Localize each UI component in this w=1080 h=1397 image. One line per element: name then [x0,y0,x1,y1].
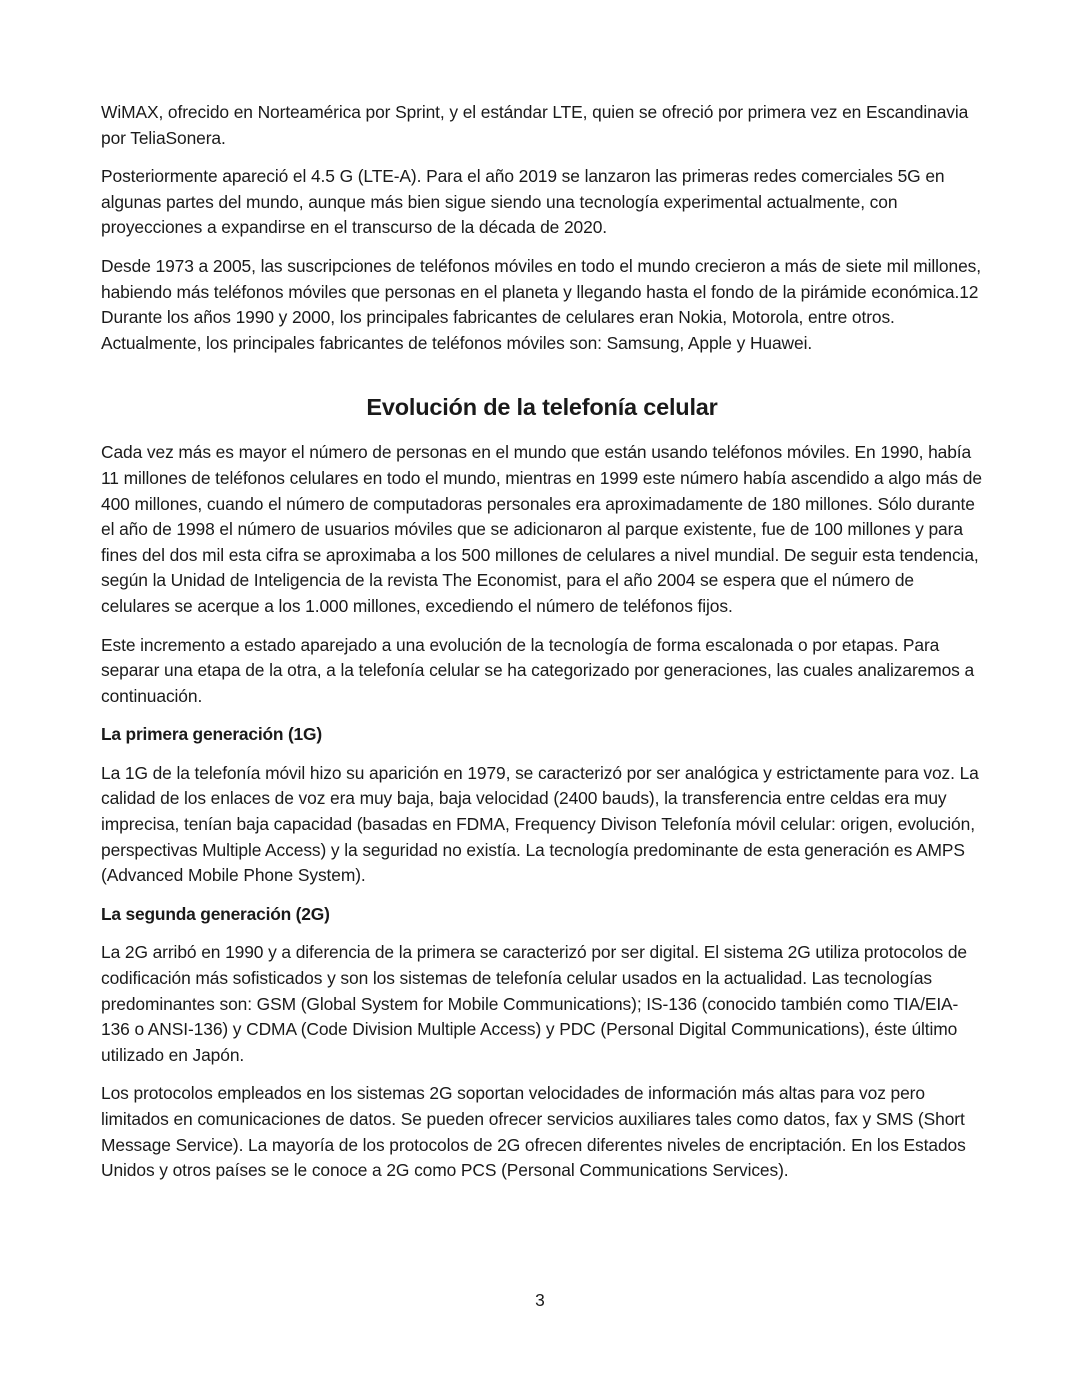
first-generation-paragraph: La 1G de la telefonía móvil hizo su aparición en 1979, se caracterizó por ser analógica y estrictamente para voz. La calidad de los enlaces de voz era muy baja, baja velocidad (2400 bauds), la transferencia entre celdas era muy imprecisa, tenían baja capacidad (basadas en FDMA, Frequency Divison Telefonía móvil celular: origen, evolución, perspectivas Multiple Access) y la seguridad no existía. La tecnología predominante de esta generación es AMPS (Advanced Mobile Phone System). [101,762,979,886]
page-number: 3 [535,1290,545,1310]
second-generation-heading: La segunda generación (2G) [101,903,330,924]
second-generation-paragraph-1: La 2G arribó en 1990 y a diferencia de la primera se caracterizó por ser digital. El sistema 2G utiliza protocolos de codificación más sofisticados y son los sistemas de telefonía celular usados en la actualidad. Las tecnologías predominantes son: GSM (Global System for Mobile Communications); IS-136 (conocido también como TIA/EIA-136 o ANSI-136) y CDMA (Code Division Multiple Access) y PDC (Personal Digital Communications), éste último utilizado en Japón. [101,942,968,1065]
section-paragraph-1: Cada vez más es mayor el número de personas en el mundo que están usando teléfonos móviles. En 1990, había 11 millones de teléfonos celulares en todo el mundo, mientras en 1999 este número había ascendido a algo más de 400 millones, cuando el número de computadoras personales era aproximadamente de 180 millones. Sólo durante el año de 1998 el número de usuarios móviles que se adicionaron al parque existente, fue de 100 millones y para fines del dos mil esta cifra se aproximaba a los 500 millones de celulares a nivel mundial. De seguir esta tendencia, según la Unidad de Inteligencia de la revista The Economist, para el año 2004 se espera que el número de celulares se acerque a los 1.000 millones, excediendo el número de teléfonos fijos. [101,442,982,616]
section-title: Evolución de la telefonía celular [366,394,718,421]
intro-paragraph-3: Desde 1973 a 2005, las suscripciones de teléfonos móviles en todo el mundo crecieron a más de siete mil millones, habiendo más teléfonos móviles que personas en el planeta y llegando hasta el fondo de la pirámide económica.12 Durante los años 1990 y 2000, los principales fabricantes de celulares eran Nokia, Motorola, entre otros. Actualmente, los principales fabricantes de teléfonos móviles son: Samsung, Apple y Huawei. [101,255,981,353]
second-generation-paragraph-2: Los protocolos empleados en los sistemas 2G soportan velocidades de información más altas para voz pero limitados en comunicaciones de datos. Se pueden ofrecer servicios auxiliares tales como datos, fax y SMS (Short Message Service). La mayoría de los protocolos de 2G ofrecen diferentes niveles de encriptación. En los Estados Unidos y otros países se le conoce a 2G como PCS (Personal Communications Services). [101,1083,966,1181]
intro-paragraph-1: WiMAX, ofrecido en Norteamérica por Sprint, y el estándar LTE, quien se ofreció por primera vez en Escandinavia por TeliaSonera. [101,102,969,148]
document-page [101,100,983,1197]
first-generation-heading: La primera generación (1G) [101,724,322,745]
section-paragraph-2: Este incremento a estado aparejado a una evolución de la tecnología de forma escalonada o por etapas. Para separar una etapa de la otra, a la telefonía celular se ha categorizado por generaciones, las cuales analizaremos a continuación. [101,634,975,706]
intro-paragraph-2: Posteriormente apareció el 4.5 G (LTE-A). Para el año 2019 se lanzaron las primeras redes comerciales 5G en algunas partes del mundo, aunque más bien sigue siendo una tecnología experimental actualmente, con proyecciones a expandirse en el transcurso de la década de 2020. [101,166,945,238]
